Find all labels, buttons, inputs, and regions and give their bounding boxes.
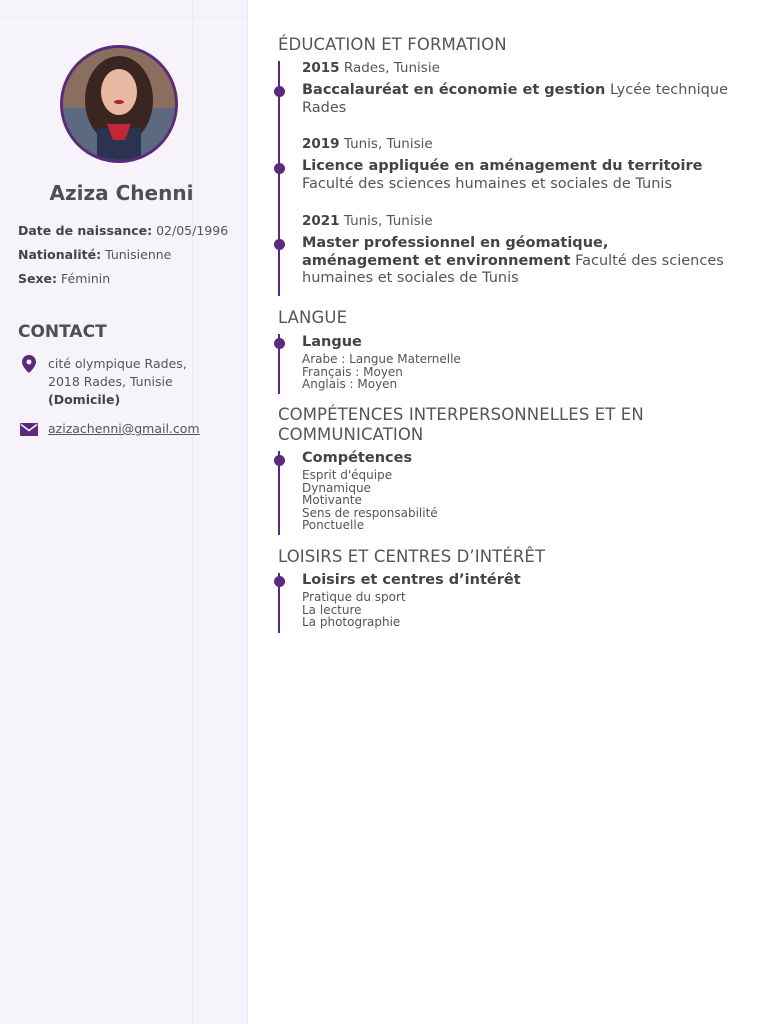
contact-address [18,355,187,409]
profile-name: Aziza Chenni [49,181,194,205]
education-school: Faculté des sciences humaines et sociales de Tunis [302,252,724,286]
section-title-langue: LANGUE [278,308,348,327]
info-value: Féminin [61,271,111,286]
education-item [302,213,730,288]
education-item [302,60,730,117]
education-place: Tunis, Tunisie [343,213,433,229]
section-title-education: ÉDUCATION ET FORMATION [278,35,507,54]
info-label: Date de naissance: [18,223,153,238]
email-link[interactable]: azizachenni@gmail.com [48,421,200,436]
envelope-icon [18,420,40,438]
langue-line: Arabe : Langue Maternelle [302,352,461,366]
langue-line: Anglais : Moyen [302,377,398,391]
section-title-loisirs: LOISIRS ET CENTRES D’INTÉRÊT [278,547,546,566]
avatar [60,45,178,163]
loisirs-item [302,572,730,629]
loisir-line: La lecture [302,602,362,617]
info-label: Sexe: [18,271,58,286]
timeline-dot [274,86,285,97]
langue-item [302,334,730,391]
education-degree: Licence appliquée en aménagement du territoire [302,158,703,174]
timeline-dot [274,163,285,174]
langue-line: Français : Moyen [302,364,403,379]
loisirs-item-title: Loisirs et centres d’intérêt [302,572,521,588]
location-pin-icon [18,355,40,409]
competences-item [302,450,730,532]
sidebar-divider [192,0,193,1024]
competences-item-title: Compétences [302,450,413,466]
competence-line: Esprit d'équipe [302,468,393,482]
address-line-1: cité olympique Rades, [48,356,187,371]
education-place: Tunis, Tunisie [343,136,433,152]
profile-photo [63,48,175,160]
address-line-2: 2018 Rades, Tunisie [48,374,173,389]
education-year: 2021 [302,213,340,229]
info-nationality [18,247,171,262]
timeline-dot [274,455,285,466]
competence-line: Motivante [302,493,362,507]
timeline-dot [274,239,285,250]
timeline-dot [274,576,285,587]
address-type: (Domicile) [48,392,121,407]
contact-email [18,420,200,438]
loisir-line: Pratique du sport [302,590,406,604]
education-degree: Baccalauréat en économie et gestion [302,82,606,98]
info-label: Nationalité: [18,247,102,262]
sidebar-top-divider [0,17,247,18]
education-place: Rades, Tunisie [343,60,440,76]
info-value: Tunisienne [105,247,172,262]
info-sex [18,271,110,286]
section-title-competences: COMPÉTENCES INTERPERSONNELLES ET EN COMMUNICATION [278,405,644,444]
education-degree: Master professionnel en géomatique, aménagement et environnement [302,235,609,269]
info-birthdate [18,223,228,238]
timeline-dot [274,338,285,349]
competence-line: Sens de responsabilité [302,505,438,520]
education-year: 2015 [302,60,340,76]
education-year: 2019 [302,136,340,152]
loisir-line: La photographie [302,615,401,629]
education-item [302,136,730,193]
competence-line: Dynamique [302,480,371,495]
education-school: Lycée technique Rades [302,82,728,116]
competence-line: Ponctuelle [302,518,365,532]
info-value: 02/05/1996 [156,223,229,238]
contact-title: CONTACT [18,322,107,342]
langue-item-title: Langue [302,334,362,350]
education-school: Faculté des sciences humaines et sociales de Tunis [302,175,672,192]
